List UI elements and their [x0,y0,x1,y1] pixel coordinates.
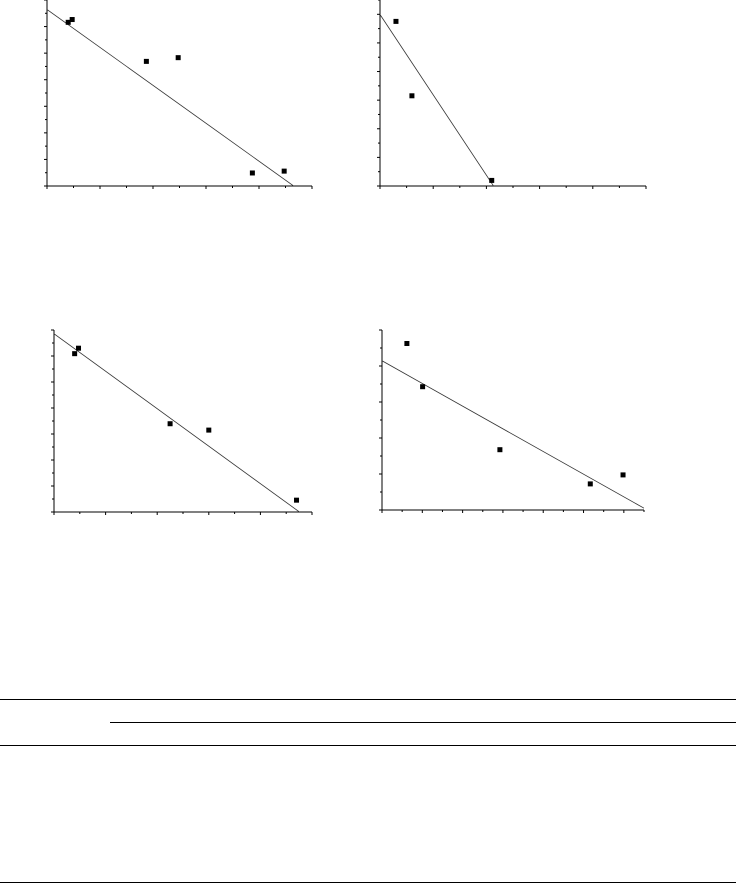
data-point [420,384,425,389]
data-point [409,93,414,98]
data-point [404,341,409,346]
table-header-rule [110,722,736,723]
data-point [76,346,81,351]
data-point [294,498,299,503]
data-point [250,170,255,175]
plot-3 [49,330,312,521]
plot-1 [34,0,312,195]
data-point [588,481,593,486]
data-point [282,169,287,174]
table-header-bottom-rule [0,745,736,746]
data-point [497,447,502,452]
plot-4 [369,330,644,513]
data-point [70,17,75,22]
data-point [621,472,626,477]
data-point [168,421,173,426]
fit-line [369,353,644,508]
table-top-rule [0,699,736,700]
data-point [72,351,77,356]
data-point [489,178,494,183]
data-point [144,59,149,64]
fit-line [49,330,312,521]
fit-line [34,0,307,195]
fit-line [367,0,500,195]
plot-2 [367,0,646,195]
data-point [206,428,211,433]
data-point [393,19,398,24]
data-point [176,55,181,60]
